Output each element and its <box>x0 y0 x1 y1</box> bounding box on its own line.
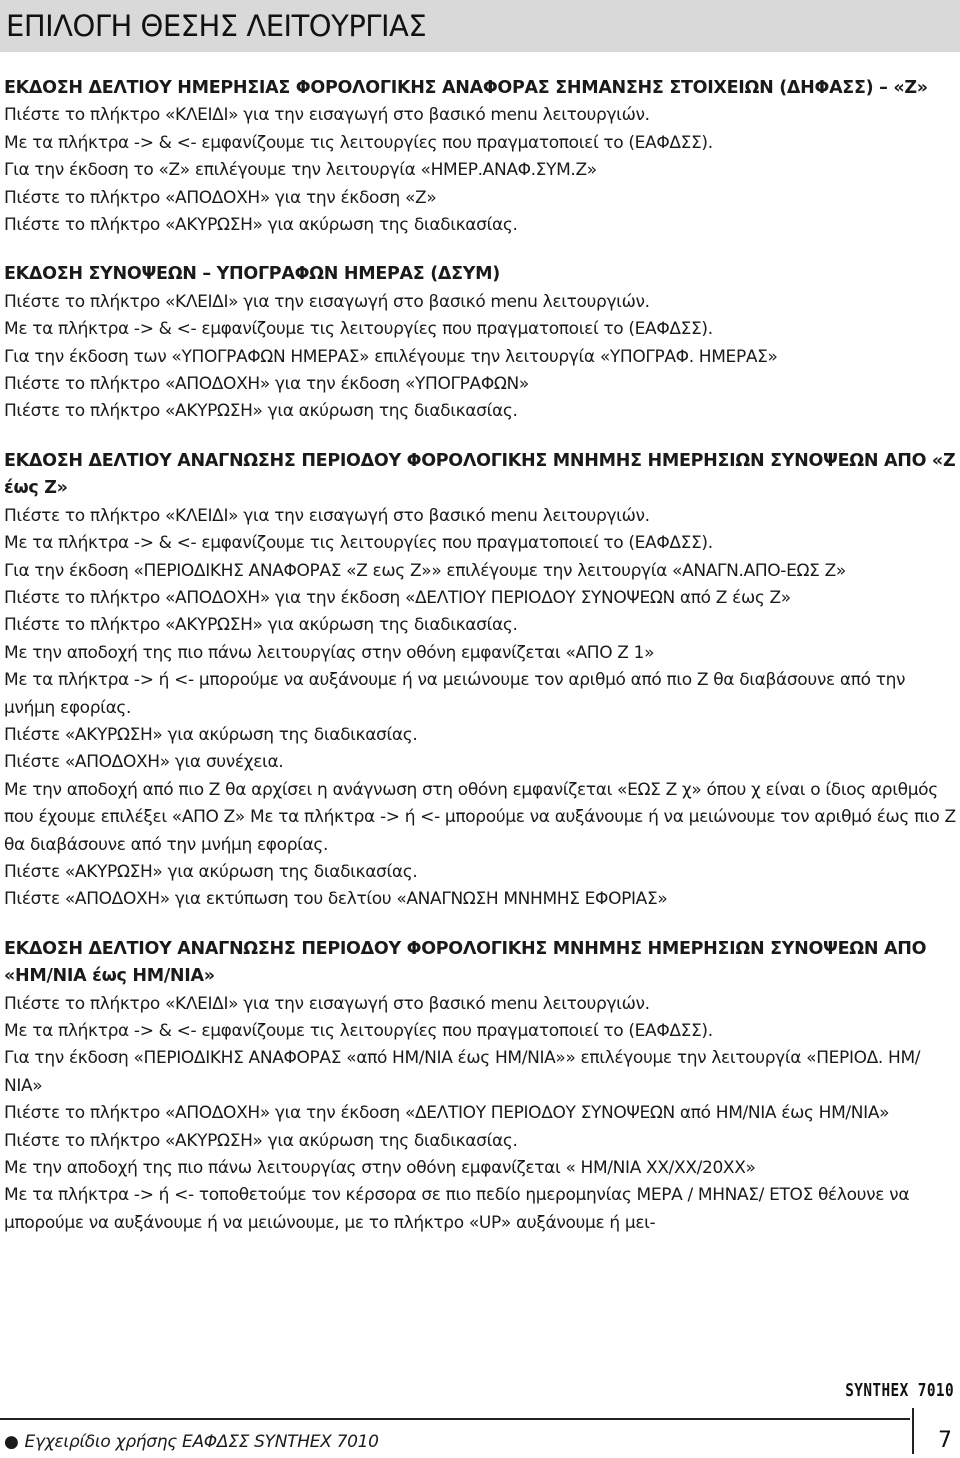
footer-manual-title-text: Εγχειρίδιο χρήσης ΕΑΦΔΣΣ SYNTHEX 7010 <box>24 1432 379 1452</box>
instruction-line: Πιέστε το πλήκτρο «ΚΛΕΙΔΙ» για την εισαγωγή στο βασικό menu λειτουργιών. <box>4 291 650 312</box>
footer-manual-title <box>4 1432 379 1452</box>
instruction-line: Πιέστε «ΑΚΥΡΩΣΗ» για ακύρωση της διαδικασίας. <box>4 724 418 745</box>
instruction-line: Πιέστε το πλήκτρο «ΑΠΟΔΟΧΗ» για την έκδοση «ΥΠΟΓΡΑΦΩΝ» <box>4 374 529 395</box>
section-heading: ΕΚΔΟΣΗ ΔΕΛΤΙΟΥ ΑΝΑΓΝΩΣΗΣ ΠΕΡΙΟΔΟΥ ΦΟΡΟΛΟΓΙΚΗΣ ΜΝΗΜΗΣ ΗΜΕΡΗΣΙΩΝ ΣΥΝΟΨΕΩΝ ΑΠΟ «ΗΜ/ΝΙΑ έως ΗΜ/ΝΙΑ» <box>4 938 927 987</box>
instruction-line: Πιέστε το πλήκτρο «ΑΚΥΡΩΣΗ» για ακύρωση της διαδικασίας. <box>4 1130 518 1151</box>
instruction-line: Με τα πλήκτρα -> & <- εμφανίζουμε τις λειτουργίες που πραγματοποιεί το (ΕΑΦΔΣΣ). <box>4 1021 713 1041</box>
page-title-bar <box>0 0 960 52</box>
instruction-line: Με τα πλήκτρα -> & <- εμφανίζουμε τις λειτουργίες που πραγματοποιεί το (ΕΑΦΔΣΣ). <box>4 319 713 340</box>
page-number: 7 <box>938 1428 952 1453</box>
instruction-line: Πιέστε το πλήκτρο «ΑΠΟΔΟΧΗ» για την έκδοση «ΔΕΛΤΙΟΥ ΠΕΡΙΟΔΟΥ ΣΥΝΟΨΕΩΝ από ΗΜ/ΝΙΑ έως ΗΜ/ΝΙΑ» <box>4 1103 890 1124</box>
bullet-icon: ● <box>4 1432 19 1452</box>
section-heading: ΕΚΔΟΣΗ ΔΕΛΤΙΟΥ ΗΜΕΡΗΣΙΑΣ ΦΟΡΟΛΟΓΙΚΗΣ ΑΝΑΦΟΡΑΣ ΣΗΜΑΝΣΗΣ ΣΤΟΙΧΕΙΩΝ (ΔΗΦΑΣΣ) – «Ζ» <box>4 78 928 98</box>
instruction-line: Με την αποδοχή της πιο πάνω λειτουργίας στην οθόνη εμφανίζεται « ΗΜ/ΝΙΑ XX/XX/20XX» <box>4 1158 756 1179</box>
instruction-line: Πιέστε το πλήκτρο «ΑΚΥΡΩΣΗ» για ακύρωση της διαδικασίας. <box>4 401 518 422</box>
instruction-line: Πιέστε το πλήκτρο «ΚΛΕΙΔΙ» για την εισαγωγή στο βασικό menu λειτουργιών. <box>4 993 650 1014</box>
instruction-line: Με τα πλήκτρα -> & <- εμφανίζουμε τις λειτουργίες που πραγματοποιεί το (ΕΑΦΔΣΣ). <box>4 132 713 153</box>
footer-vertical-divider <box>912 1408 914 1454</box>
instruction-line: Για την έκδοση «ΠΕΡΙΟΔΙΚΗΣ ΑΝΑΦΟΡΑΣ «Ζ εως Ζ»» επιλέγουμε την λειτουργία «ΑΝΑΓΝ.ΑΠΟ-ΕΩΣ Ζ» <box>4 560 846 581</box>
section-heading: ΕΚΔΟΣΗ ΔΕΛΤΙΟΥ ΑΝΑΓΝΩΣΗΣ ΠΕΡΙΟΔΟΥ ΦΟΡΟΛΟΓΙΚΗΣ ΜΝΗΜΗΣ ΗΜΕΡΗΣΙΩΝ ΣΥΝΟΨΕΩΝ ΑΠΟ «Ζ έως Ζ» <box>4 450 956 499</box>
instruction-line: Για την έκδοση των «ΥΠΟΓΡΑΦΩΝ ΗΜΕΡΑΣ» επιλέγουμε την λειτουργία «ΥΠΟΓΡΑΦ. ΗΜΕΡΑΣ» <box>4 346 778 367</box>
instruction-line: Με την αποδοχή από πιο Ζ θα αρχίσει η ανάγνωση στη οθόνη εμφανίζεται «ΕΩΣ Ζ χ» όπου χ είναι ο ίδιος αριθμός που έχουμε επιλέξει «ΑΠΟ Ζ» Με τα πλήκτρα -> ή <- μπορούμε να αυξάνουμε ή να μειώνουμε τον αριθμό έως πιο Ζ θα διαβάσουνε από την μνήμη εφορίας. <box>4 779 956 855</box>
section <box>4 936 958 1237</box>
instruction-line: Με τα πλήκτρα -> & <- εμφανίζουμε τις λειτουργίες που πραγματοποιεί το (ΕΑΦΔΣΣ). <box>4 533 713 554</box>
instruction-line: Για την έκδοση «ΠΕΡΙΟΔΙΚΗΣ ΑΝΑΦΟΡΑΣ «από ΗΜ/ΝΙΑ έως ΗΜ/ΝΙΑ»» επιλέγουμε την λειτουργία «ΠΕΡΙΟΔ. ΗΜ/ΝΙΑ» <box>4 1048 921 1096</box>
instruction-line: Με τα πλήκτρα -> ή <- τοποθετούμε τον κέρσορα σε πιο πεδίο ημερομηνίας ΜΕΡΑ / ΜΗΝΑΣ/ ΕΤΟΣ θέλουνε να μπορούμε να αυξάνουμε ή να μειώνουμε, με το πλήκτρο «UP» αυξάνουμε ή μει- <box>4 1185 910 1233</box>
page-title: ΕΠΙΛΟΓΗ ΘΕΣΗΣ ΛΕΙΤΟΥΡΓΙΑΣ <box>6 9 427 43</box>
instruction-line: Για την έκδοση το «Ζ» επιλέγουμε την λειτουργία «ΗΜΕΡ.ΑΝΑΦ.ΣΥΜ.Ζ» <box>4 160 597 181</box>
instruction-line: Πιέστε το πλήκτρο «ΑΠΟΔΟΧΗ» για την έκδοση «Ζ» <box>4 187 437 208</box>
instruction-line: Πιέστε το πλήκτρο «ΑΚΥΡΩΣΗ» για ακύρωση της διαδικασίας. <box>4 215 518 236</box>
section-heading: ΕΚΔΟΣΗ ΣΥΝΟΨΕΩΝ – ΥΠΟΓΡΑΦΩΝ ΗΜΕΡΑΣ (ΔΣΥΜ) <box>4 264 500 285</box>
footer-divider <box>0 1418 910 1420</box>
instruction-line: Με τα πλήκτρα -> ή <- μπορούμε να αυξάνουμε ή να μειώνουμε τον αριθμό από πιο Ζ θα διαβάσουνε από την μνήμη εφορίας. <box>4 670 906 718</box>
section <box>4 75 958 239</box>
instruction-line: Πιέστε «ΑΚΥΡΩΣΗ» για ακύρωση της διαδικασίας. <box>4 861 418 882</box>
document-body <box>4 75 958 1259</box>
brand-logo-text: SYNTHEX 7010 <box>845 1380 954 1401</box>
instruction-line: Πιέστε το πλήκτρο «ΚΛΕΙΔΙ» για την εισαγωγή στο βασικό menu λειτουργιών. <box>4 105 650 126</box>
instruction-line: Με την αποδοχή της πιο πάνω λειτουργίας στην οθόνη εμφανίζεται «ΑΠΟ Ζ 1» <box>4 642 655 663</box>
instruction-line: Πιέστε το πλήκτρο «ΚΛΕΙΔΙ» για την εισαγωγή στο βασικό menu λειτουργιών. <box>4 505 650 526</box>
instruction-line: Πιέστε το πλήκτρο «ΑΠΟΔΟΧΗ» για την έκδοση «ΔΕΛΤΙΟΥ ΠΕΡΙΟΔΟΥ ΣΥΝΟΨΕΩΝ από Ζ έως Ζ» <box>4 587 791 608</box>
section <box>4 448 958 914</box>
instruction-line: Πιέστε «ΑΠΟΔΟΧΗ» για συνέχεια. <box>4 752 284 773</box>
section <box>4 261 958 425</box>
instruction-line: Πιέστε το πλήκτρο «ΑΚΥΡΩΣΗ» για ακύρωση της διαδικασίας. <box>4 615 518 636</box>
instruction-line: Πιέστε «ΑΠΟΔΟΧΗ» για εκτύπωση του δελτίου «ΑΝΑΓΝΩΣΗ ΜΝΗΜΗΣ ΕΦΟΡΙΑΣ» <box>4 889 668 910</box>
